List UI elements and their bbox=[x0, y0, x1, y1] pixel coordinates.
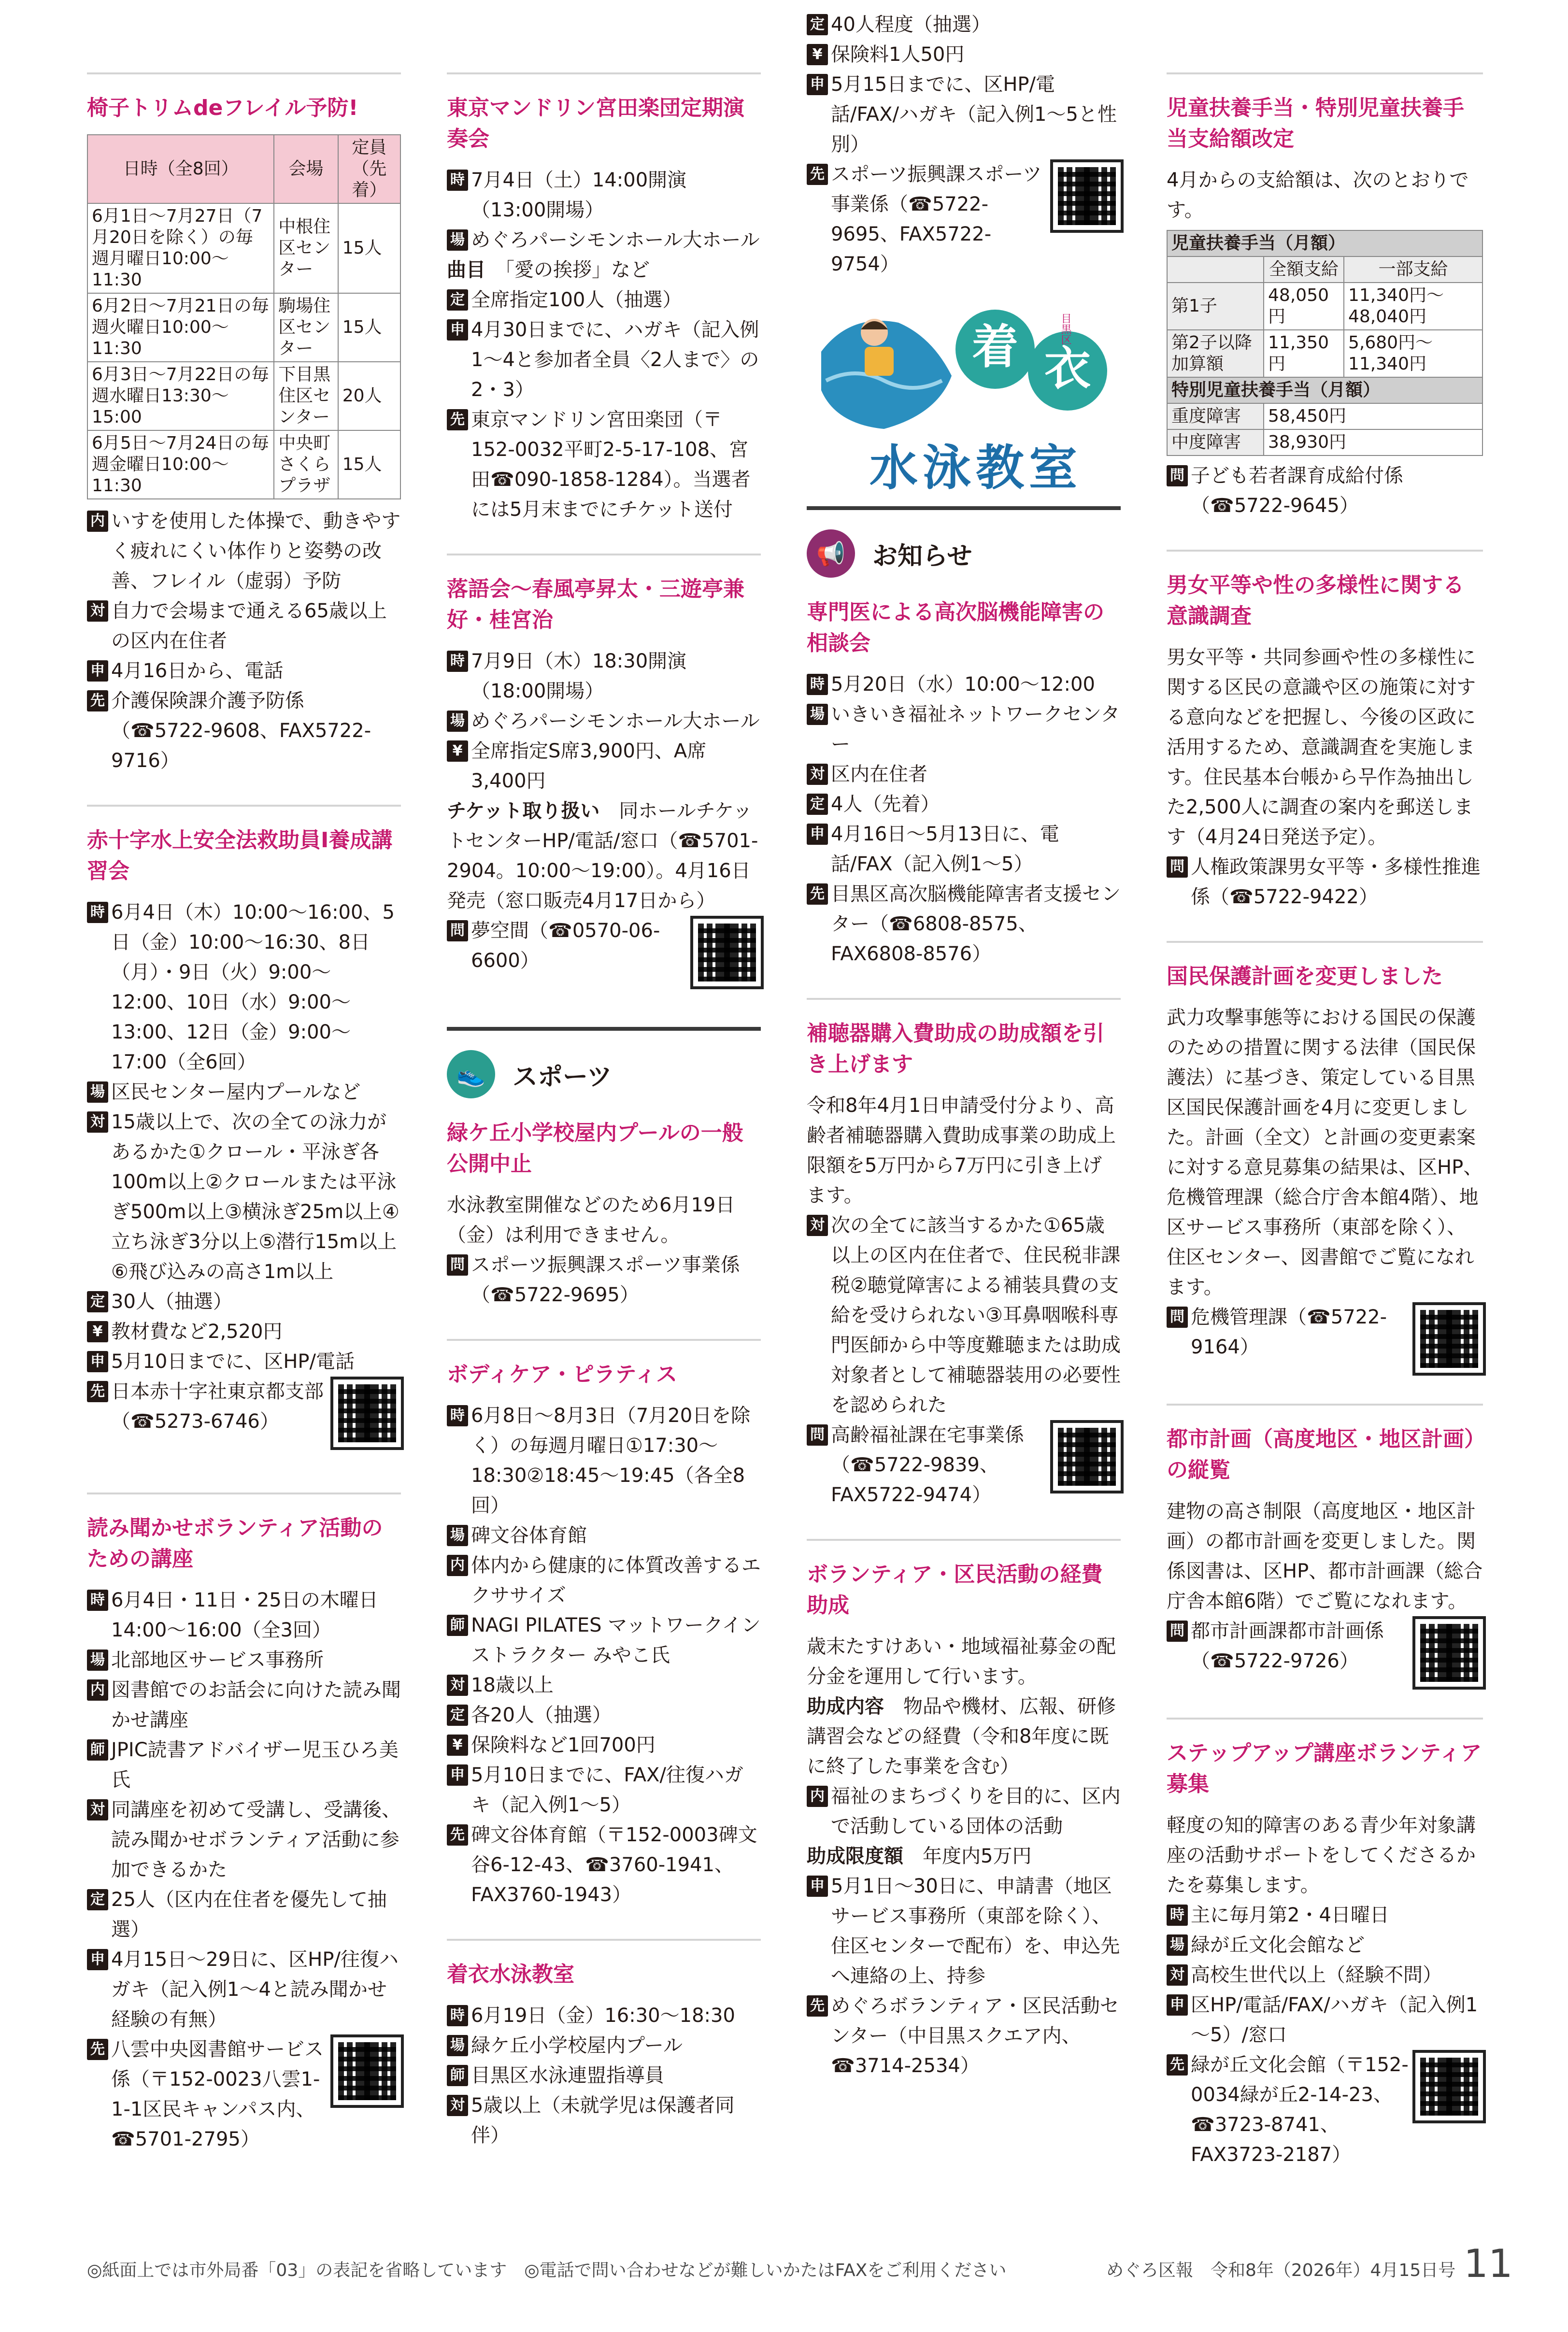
section-title: ステップアップ講座ボランティア募集 bbox=[1167, 1741, 1482, 1796]
section-title: 赤十字水上安全法救助員Ⅰ養成講習会 bbox=[87, 828, 393, 883]
content-icon: 内 bbox=[87, 511, 108, 532]
apply-icon: 申 bbox=[87, 660, 108, 682]
info-item: 申 5月10日までに、区HP/電話 bbox=[87, 1347, 401, 1377]
teacher-icon: 師 bbox=[87, 1739, 108, 1761]
qr-code-icon[interactable] bbox=[1415, 2053, 1483, 2120]
category-title: お知らせ bbox=[872, 541, 972, 571]
target-icon: 対 bbox=[807, 1215, 828, 1236]
table-cell: 15人 bbox=[338, 430, 400, 499]
time-icon: 時 bbox=[87, 902, 108, 923]
info-item: 場 碑文谷体育館 bbox=[447, 1521, 761, 1550]
info-item: 対 区内在住者 bbox=[807, 759, 1121, 789]
info-item: 時 主に毎月第2・4日曜日 bbox=[1167, 1900, 1483, 1930]
info-item: 対 自力で会場まで通える65歳以上の区内在住者 bbox=[87, 596, 401, 656]
table-cell: 38,930円 bbox=[1264, 429, 1482, 455]
info-item: チケット取り扱い 同ホールチケットセンターHP/電話/窓口（☎5701-2904。10:00～19:00）。4月16日発売（窓口販売4月17日から） bbox=[447, 800, 758, 912]
section-body: 建物の高さ制限（高度地区・地区計画）の都市計画を変更しました。関係図書は、区HP、都市計画課（総合庁舎本館6階）でご覧になれます。 bbox=[1167, 1500, 1483, 1612]
table-cell: 6月2日～7月21日の毎週火曜日10:00～11:30 bbox=[87, 293, 274, 362]
category-divider bbox=[807, 506, 1121, 510]
teacher-icon: 師 bbox=[447, 1615, 468, 1636]
info-item: 申 5月10日までに、FAX/往復ハガキ（記入例1～5） bbox=[447, 1760, 761, 1820]
contact-icon: 先 bbox=[87, 2039, 108, 2060]
contact-icon: 先 bbox=[807, 1995, 828, 2017]
section-civil-protection bbox=[1167, 941, 1483, 1375]
place-icon: 場 bbox=[447, 2035, 468, 2056]
table-cell: 11,340円～48,040円 bbox=[1344, 283, 1482, 330]
section-title: 補聴器購入費助成の助成額を引き上げます bbox=[807, 1021, 1104, 1077]
info-item: 内 図書館でのお話会に向けた読み聞かせ講座 bbox=[87, 1675, 401, 1735]
capacity-icon: 定 bbox=[807, 14, 828, 35]
info-item: 対 次の全てに該当するかた①65歳以上の区内在住者で、住民税非課税②聴覚障害による補装具費の支給を受けられない③耳鼻咽喉科専門医師から中等度難聴または助成対象者として補聴器装用の必要性を認められた bbox=[807, 1210, 1121, 1420]
info-item: 対 15歳以上で、次の全ての泳力があるかた①クロール・平泳ぎ各100m以上②クロールまたは平泳ぎ500m以上③横泳ぎ25m以上④立ち泳ぎ3分以上⑤潜行15m以上⑥飛び込みの高さ1m以上 bbox=[87, 1107, 401, 1287]
contact-icon: 先 bbox=[87, 690, 108, 711]
info-item: 師 NAGI PILATES マットワークインストラクター みやこ氏 bbox=[447, 1610, 761, 1670]
section-body: 男女平等・共同参画や性の多様性に関する区民の意識や区の施策に対する意向などを把握し、今後の区政に活用するため、意識調査を実施します。住民基本台帳から무作為抽出した2,500人に調査の案内を郵送します（4月24日発送予定）。 bbox=[1167, 646, 1476, 848]
info-item: 先 八雲中央図書館サービス係（〒152-0023八雲1-1-1区民キャンパス内、☎5701-2795） bbox=[87, 2034, 401, 2154]
inquiry-icon: 問 bbox=[1167, 465, 1188, 486]
info-item: 問 スポーツ振興課スポーツ事業係（☎5722-9695） bbox=[447, 1250, 761, 1310]
place-icon: 場 bbox=[447, 711, 468, 732]
qr-code-icon[interactable] bbox=[1415, 1619, 1483, 1687]
section-title: 専門医による高次脳機能障害の相談会 bbox=[807, 600, 1104, 655]
place-icon: 場 bbox=[807, 704, 828, 725]
section-body: 水泳教室開催などのため6月19日（金）は利用できません。 bbox=[447, 1194, 735, 1246]
info-item: 時 6月4日（木）10:00～16:00、5日（金）10:00～16:30、8日（月）・9日（火）9:00～12:00、10日（水）9:00～13:00、12日（金）9:00～17:00（全6回） bbox=[87, 897, 401, 1077]
section-pool-closure bbox=[447, 1118, 761, 1310]
contact-icon: 先 bbox=[1167, 2054, 1188, 2076]
info-item: 場 いきいき福祉ネットワークセンター bbox=[807, 699, 1121, 759]
info-item: 時 6月8日～8月3日（7月20日を除く）の毎週月曜日①17:30～18:30②18:45～19:45（各全8回） bbox=[447, 1401, 761, 1521]
capacity-icon: 定 bbox=[807, 794, 828, 815]
table-row bbox=[87, 203, 400, 293]
apply-icon: 申 bbox=[87, 1949, 108, 1970]
inquiry-icon: 問 bbox=[447, 920, 468, 941]
megaphone-icon: 📢 bbox=[807, 529, 855, 578]
apply-icon: 申 bbox=[807, 1876, 828, 1897]
swimming-class-illustration bbox=[807, 294, 1121, 496]
info-item: 内 体内から健康的に体質改善するエクササイズ bbox=[447, 1550, 761, 1610]
info-item: 対 18歳以上 bbox=[447, 1670, 761, 1700]
table-cell: 48,050円 bbox=[1264, 283, 1344, 330]
target-icon: 対 bbox=[447, 2095, 468, 2116]
section-clothed-swim bbox=[447, 1939, 761, 2150]
illustration-caption: 水泳教室 bbox=[870, 440, 1082, 496]
target-icon: 対 bbox=[1167, 1964, 1188, 1986]
target-icon: 対 bbox=[447, 1675, 468, 1696]
info-item: 先 碑文谷体育館（〒152-0003碑文谷6-12-43、☎3760-1941、FAX3760-1943） bbox=[447, 1820, 761, 1910]
qr-code-icon[interactable] bbox=[1053, 1423, 1121, 1491]
allowance-table bbox=[1167, 230, 1483, 456]
table-header: 児童扶養手当（月額） bbox=[1167, 230, 1482, 256]
section-title: 都市計画（高度地区・地区計画）の縦覧 bbox=[1167, 1427, 1475, 1482]
table-header: 定員（先着） bbox=[338, 135, 400, 203]
info-item: 定 30人（抽選） bbox=[87, 1287, 401, 1317]
info-item: ¥ 教材費など2,520円 bbox=[87, 1317, 401, 1347]
table-row bbox=[87, 430, 400, 499]
section-brain-dysfunction-consultation bbox=[807, 597, 1121, 969]
table-row bbox=[1167, 330, 1482, 377]
place-icon: 場 bbox=[1167, 1934, 1188, 1956]
info-item: ¥ 保険料など1回700円 bbox=[447, 1730, 761, 1760]
contact-icon: 先 bbox=[447, 409, 468, 430]
section-reading-volunteer bbox=[87, 1493, 401, 2154]
yen-icon: ¥ bbox=[447, 740, 468, 762]
table-cell: 5,680円～11,340円 bbox=[1344, 330, 1482, 377]
section-body: 4月からの支給額は、次のとおりです。 bbox=[1167, 169, 1469, 221]
table-cell: 下目黒住区センター bbox=[274, 362, 338, 430]
table-cell: 第1子 bbox=[1167, 283, 1264, 330]
info-item: 助成限度額 年度内5万円 bbox=[807, 1845, 1032, 1867]
info-item: 問 子ども若者課育成給付係（☎5722-9645） bbox=[1167, 461, 1483, 521]
info-item: 定 4人（先着） bbox=[807, 789, 1121, 819]
yen-icon: ¥ bbox=[447, 1735, 468, 1756]
illustration-title-2: 衣 bbox=[1044, 341, 1091, 396]
info-item: ¥ 保険料1人50円 bbox=[807, 40, 1121, 70]
info-item: 師 目黒区水泳連盟指導員 bbox=[447, 2061, 761, 2090]
content-icon: 内 bbox=[87, 1679, 108, 1701]
yen-icon: ¥ bbox=[807, 44, 828, 65]
table-cell: 中根住区センター bbox=[274, 203, 338, 293]
info-item: 申 4月16日から、電話 bbox=[87, 656, 401, 686]
time-icon: 時 bbox=[447, 651, 468, 672]
section-rakugo bbox=[447, 554, 761, 988]
table-cell: 11,350円 bbox=[1264, 330, 1344, 377]
section-pilates bbox=[447, 1339, 761, 1910]
info-item: 先 スポーツ振興課スポーツ事業係（☎5722-9695、FAX5722-9754） bbox=[807, 159, 1121, 279]
inquiry-icon: 問 bbox=[1167, 1307, 1188, 1328]
inquiry-icon: 問 bbox=[447, 1254, 468, 1276]
contact-icon: 先 bbox=[87, 1381, 108, 1402]
section-title: 東京マンドリン宮田楽団定期演奏会 bbox=[447, 96, 744, 151]
table-cell: 58,450円 bbox=[1264, 403, 1482, 429]
info-item: 申 4月16日～5月13日に、電話/FAX（記入例1～5） bbox=[807, 819, 1121, 879]
section-stepup-volunteer bbox=[1167, 1718, 1483, 2170]
table-header bbox=[1167, 256, 1264, 283]
contact-icon: 先 bbox=[447, 1824, 468, 1846]
info-item: 先 めぐろボランティア・区民活動センター（中目黒スクエア内、☎3714-2534） bbox=[807, 1991, 1121, 2081]
info-item: 先 目黒区高次脳機能障害者支援センター（☎6808-8575、FAX6808-8576） bbox=[807, 879, 1121, 969]
info-item: 申 4月15日～29日に、区HP/往復ハガキ（記入例1～4と読み聞かせ経験の有無） bbox=[87, 1945, 401, 2034]
target-icon: 対 bbox=[87, 1111, 108, 1133]
qr-code-icon[interactable] bbox=[333, 1379, 401, 1447]
table-row bbox=[87, 362, 400, 430]
info-item: 定 各20人（抽選） bbox=[447, 1700, 761, 1730]
info-item: 問 高齢福祉課在宅事業係（☎5722-9839、FAX5722-9474） bbox=[807, 1420, 1121, 1510]
yen-icon: ¥ bbox=[87, 1321, 108, 1342]
section-title: 着衣水泳教室 bbox=[447, 1962, 574, 1987]
info-item: 先 緑が丘文化会館（〒152-0034緑が丘2-14-23、☎3723-8741、FAX3723-2187） bbox=[1167, 2050, 1483, 2170]
capacity-icon: 定 bbox=[447, 289, 468, 311]
table-row bbox=[1167, 403, 1482, 429]
column-1 bbox=[87, 72, 401, 2154]
table-cell: 6月1日～7月27日（7月20日を除く）の毎週月曜日10:00～11:30 bbox=[87, 203, 274, 293]
info-item: 場 北部地区サービス事務所 bbox=[87, 1645, 401, 1675]
footer-notes: ◎紙面上では市外局番「03」の表記を省略しています ◎電話で問い合わせなどが難しいかたはFAXをご利用ください bbox=[87, 2261, 1007, 2280]
section-body: 歳末たすけあい・地域福祉募金の配分金を運用して行います。 bbox=[807, 1635, 1116, 1688]
contact-icon: 先 bbox=[807, 883, 828, 905]
sneaker-icon: 👟 bbox=[447, 1050, 495, 1098]
illustration-title-1: 着 bbox=[972, 320, 1018, 374]
apply-icon: 申 bbox=[447, 1764, 468, 1786]
info-item: 時 5月20日（水）10:00～12:00 bbox=[807, 669, 1121, 699]
section-title: 緑ケ丘小学校屋内プールの一般公開中止 bbox=[447, 1121, 743, 1176]
info-item: 申 5月1日～30日に、申請書（地区サービス事務所（東部を除く）、住区センターで配布）を、申込先へ連絡の上、持参 bbox=[807, 1871, 1121, 1991]
place-icon: 場 bbox=[447, 1525, 468, 1546]
time-icon: 時 bbox=[447, 170, 468, 191]
table-header: 全額支給 bbox=[1264, 256, 1344, 283]
info-item: 問 危機管理課（☎5722-9164） bbox=[1167, 1302, 1483, 1375]
table-header: 一部支給 bbox=[1344, 256, 1482, 283]
table-cell: 15人 bbox=[338, 293, 400, 362]
section-child-allowance bbox=[1167, 72, 1483, 521]
category-divider bbox=[447, 1027, 761, 1031]
info-item: 師 JPIC読書アドバイザー児玉ひろ美氏 bbox=[87, 1735, 401, 1795]
section-title: ボランティア・区民活動の経費助成 bbox=[807, 1562, 1103, 1618]
table-cell: 中央町さくらプラザ bbox=[274, 430, 338, 499]
content-icon: 内 bbox=[447, 1555, 468, 1576]
category-title: スポーツ bbox=[513, 1062, 612, 1092]
table-cell: 6月5日～7月24日の毎週金曜日10:00～11:30 bbox=[87, 430, 274, 499]
table-header: 特別児童扶養手当（月額） bbox=[1167, 377, 1482, 403]
section-clothed-swim-continued bbox=[807, 10, 1121, 279]
section-title: 落語会～春風亭昇太・三遊亭兼好・桂宮治 bbox=[447, 577, 744, 632]
table-cell: 15人 bbox=[338, 203, 400, 293]
section-mandolin-concert bbox=[447, 72, 761, 525]
section-title: 児童扶養手当・特別児童扶養手当支給額改定 bbox=[1167, 96, 1464, 151]
footer-issue: めぐろ区報 令和8年（2026年）4月15日号 bbox=[1106, 2261, 1456, 2280]
apply-icon: 申 bbox=[447, 319, 468, 341]
info-item: 定 全席指定100人（抽選） bbox=[447, 285, 761, 315]
qr-code-icon[interactable] bbox=[1053, 162, 1121, 230]
info-item: 先 日本赤十字社東京都支部（☎5273-6746） bbox=[87, 1377, 401, 1449]
section-city-planning bbox=[1167, 1404, 1483, 1689]
info-item: 内 福祉のまちづくりを目的に、区内で活動している団体の活動 bbox=[807, 1781, 1121, 1841]
section-title: 国民保護計画を変更しました bbox=[1167, 964, 1443, 989]
info-item: 申 5月15日までに、区HP/電話/FAX/ハガキ（記入例1～5と性別） bbox=[807, 70, 1121, 159]
section-body: 令和8年4月1日申請受付分より、高齢者補聴器購入費助成事業の助成上限額を5万円から7万円に引き上げます。 bbox=[807, 1095, 1116, 1207]
inquiry-icon: 問 bbox=[1167, 1621, 1188, 1642]
table-cell: 第2子以降加算額 bbox=[1167, 330, 1264, 377]
info-item: 問 夢空間（☎0570-06-6600） bbox=[447, 916, 761, 988]
qr-code-icon[interactable] bbox=[1415, 1305, 1483, 1373]
place-icon: 場 bbox=[87, 1081, 108, 1103]
info-item: 申 区HP/電話/FAX/ハガキ（記入例1～5）/窓口 bbox=[1167, 1990, 1483, 2050]
capacity-icon: 定 bbox=[447, 1705, 468, 1726]
target-icon: 対 bbox=[87, 600, 108, 622]
info-item: 先 東京マンドリン宮田楽団（〒152-0032平町2-5-17-108、宮田☎090-1858-1284）。当選者には5月末までにチケット送付 bbox=[447, 405, 761, 525]
schedule-table bbox=[87, 134, 401, 499]
content-icon: 内 bbox=[807, 1786, 828, 1807]
table-cell: 6月3日～7月22日の毎週水曜日13:30～15:00 bbox=[87, 362, 274, 430]
section-red-cross bbox=[87, 805, 401, 1449]
category-header-sports bbox=[447, 1050, 761, 1098]
info-item: 場 めぐろパーシモンホール大ホール bbox=[447, 706, 761, 736]
table-cell: 20人 bbox=[338, 362, 400, 430]
table-cell: 駒場住区センター bbox=[274, 293, 338, 362]
teacher-icon: 師 bbox=[447, 2065, 468, 2086]
info-item: 対 高校生世代以上（経験不問） bbox=[1167, 1960, 1483, 1990]
table-row bbox=[87, 293, 400, 362]
apply-icon: 申 bbox=[807, 824, 828, 845]
contact-icon: 先 bbox=[807, 164, 828, 185]
place-icon: 場 bbox=[447, 229, 468, 251]
column-2 bbox=[447, 72, 761, 2150]
table-cell: 重度障害 bbox=[1167, 403, 1264, 429]
capacity-icon: 定 bbox=[87, 1889, 108, 1910]
section-title: 椅子トリムdeフレイル予防! bbox=[87, 96, 358, 120]
time-icon: 時 bbox=[807, 674, 828, 695]
time-icon: 時 bbox=[87, 1590, 108, 1611]
time-icon: 時 bbox=[447, 1405, 468, 1426]
info-item: 場 めぐろパーシモンホール大ホール bbox=[447, 225, 761, 255]
info-item: 問 人権政策課男女平等・多様性推進係（☎5722-9422） bbox=[1167, 852, 1483, 912]
target-icon: 対 bbox=[807, 764, 828, 785]
info-item: 先 介護保険課介護予防係（☎5722-9608、FAX5722-9716） bbox=[87, 686, 401, 776]
info-item: 曲目 「愛の挨拶」など bbox=[447, 259, 650, 281]
section-hearing-aid bbox=[807, 998, 1121, 1510]
info-item: 定 40人程度（抽選） bbox=[807, 10, 1121, 40]
time-icon: 時 bbox=[447, 2005, 468, 2026]
illustration-credit: 目黒区 bbox=[1059, 313, 1071, 345]
info-item: 定 25人（区内在住者を優先して抽選） bbox=[87, 1885, 401, 1945]
target-icon: 対 bbox=[87, 1799, 108, 1820]
page-number: 11 bbox=[1464, 2241, 1513, 2286]
table-header: 日時（全8回） bbox=[87, 135, 274, 203]
capacity-icon: 定 bbox=[87, 1291, 108, 1312]
info-item: 場 緑ケ丘小学校屋内プール bbox=[447, 2031, 761, 2061]
section-chair-trim bbox=[87, 72, 401, 776]
inquiry-icon: 問 bbox=[1167, 856, 1188, 878]
inquiry-icon: 問 bbox=[807, 1424, 828, 1446]
section-body: 軽度の知的障害のある青少年対象講座の活動サポートをしてくださるかたを募集します。 bbox=[1167, 1814, 1476, 1896]
category-header-news bbox=[807, 529, 1121, 578]
info-item: 時 6月19日（金）16:30～18:30 bbox=[447, 2001, 761, 2031]
section-title: ボディケア・ピラティス bbox=[447, 1362, 677, 1387]
time-icon: 時 bbox=[1167, 1905, 1188, 1926]
section-volunteer-grant bbox=[807, 1539, 1121, 2081]
apply-icon: 申 bbox=[87, 1351, 108, 1372]
apply-icon: 申 bbox=[807, 74, 828, 95]
info-item: 時 6月4日・11日・25日の木曜日14:00～16:00（全3回） bbox=[87, 1585, 401, 1645]
qr-code-icon[interactable] bbox=[333, 2037, 401, 2105]
column-3 bbox=[807, 10, 1121, 2081]
place-icon: 場 bbox=[87, 1649, 108, 1671]
section-body: 武力攻撃事態等における国民の保護のための措置に関する法律（国民保護法）に基づき、策定している目黒区国民保護計画を4月に変更しました。計画（全文）と計画の変更素案に対する意見募集の結果は、区HP、危機管理課（総合庁舎本館4階）、地区サービス事務所（東部を除く）、住区センター、図書館でご覧になれます。 bbox=[1167, 1007, 1483, 1298]
section-title: 読み聞かせボランティア活動のための講座 bbox=[87, 1516, 383, 1571]
info-item: 申 4月30日までに、ハガキ（記入例1～4と参加者全員〈2人まで〉の2・3） bbox=[447, 315, 761, 405]
apply-icon: 申 bbox=[1167, 1994, 1188, 2016]
table-row bbox=[1167, 429, 1482, 455]
info-item: 問 都市計画課都市計画係（☎5722-9726） bbox=[1167, 1616, 1483, 1689]
section-gender-survey bbox=[1167, 550, 1483, 912]
info-item: 場 区民センター屋内プールなど bbox=[87, 1077, 401, 1107]
info-item: 場 緑が丘文化会館など bbox=[1167, 1930, 1483, 1960]
info-item: 内 いすを使用した体操で、動きやすく疲れにくい体作りと姿勢の改善、フレイル（虚弱）予防 bbox=[87, 506, 401, 596]
table-row bbox=[1167, 283, 1482, 330]
info-item: ¥ 全席指定S席3,900円、A席3,400円 bbox=[447, 736, 761, 796]
qr-code-icon[interactable] bbox=[693, 919, 761, 986]
info-item: 時 7月4日（土）14:00開演（13:00開場） bbox=[447, 165, 761, 225]
info-item: 対 5歳以上（未就学児は保護者同伴） bbox=[447, 2090, 761, 2150]
table-cell: 中度障害 bbox=[1167, 429, 1264, 455]
column-4 bbox=[1167, 72, 1483, 2170]
info-item: 助成内容 物品や機材、広報、研修講習会などの経費（令和8年度に既に終了した事業を含む） bbox=[807, 1695, 1116, 1777]
info-item: 時 7月9日（木）18:30開演（18:00開場） bbox=[447, 646, 761, 706]
table-header: 会場 bbox=[274, 135, 338, 203]
section-title: 男女平等や性の多様性に関する意識調査 bbox=[1167, 573, 1464, 628]
info-item: 対 同講座を初めて受講し、受講後、読み聞かせボランティア活動に参加できるかた bbox=[87, 1795, 401, 1885]
